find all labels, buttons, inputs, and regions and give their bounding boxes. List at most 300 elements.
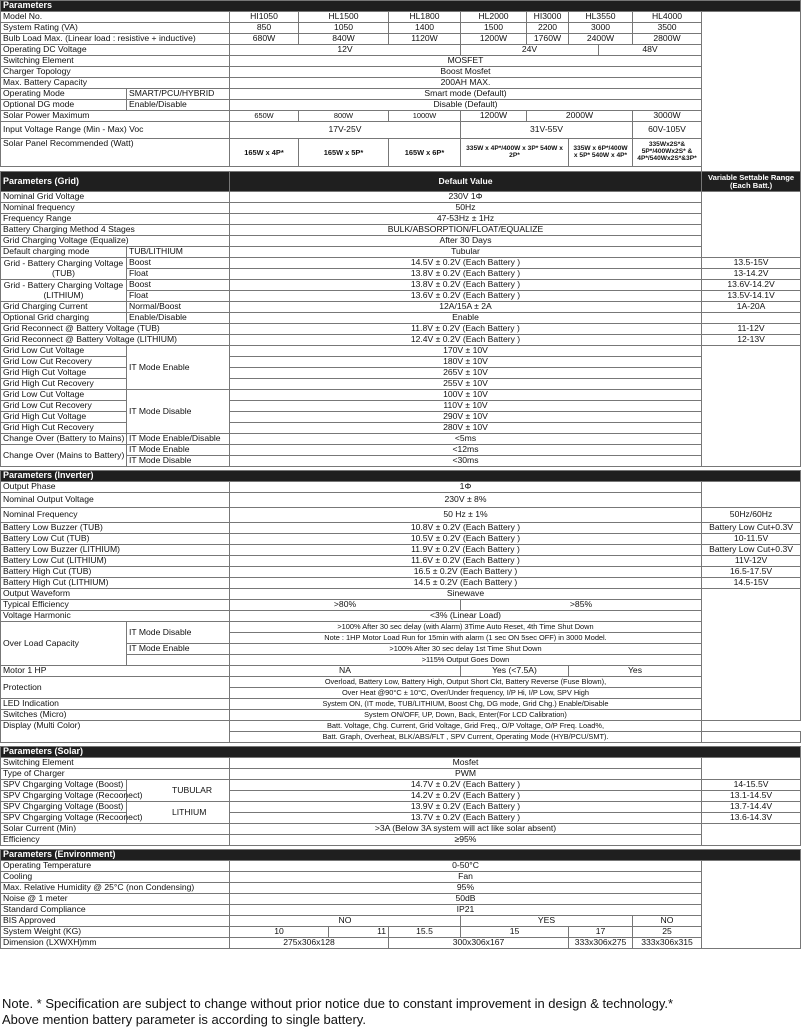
row — [1, 813, 801, 824]
row — [1, 335, 801, 346]
value-cell: 280V ± 10V — [230, 423, 702, 434]
value-cell: NO — [230, 916, 461, 927]
row-sublabel: TUB/LITHIUM — [127, 247, 230, 258]
value-cell: 165W x 6P* — [389, 139, 461, 167]
value-cell: 15.5 — [389, 927, 461, 938]
row-label: Battery Low Cut (TUB) — [1, 534, 230, 545]
row — [1, 236, 801, 247]
row — [1, 677, 801, 688]
row-label: BIS Approved — [1, 916, 230, 927]
row-operating-mode — [1, 89, 801, 100]
column-header: Variable Settable Range (Each Batt.) — [702, 172, 801, 192]
value-cell: BULK/ABSORPTION/FLOAT/EQUALIZE — [230, 225, 702, 236]
value-cell: 13.8V ± 0.2V (Each Battery ) — [230, 269, 702, 280]
row-sublabel: IT Mode Disable — [127, 390, 230, 434]
row-sublabel: LITHIUM — [127, 802, 230, 824]
row-label: LED Indication — [1, 699, 230, 710]
row-label: Battery Low Buzzer (TUB) — [1, 523, 230, 534]
value-cell: 1000W — [389, 111, 461, 122]
value-cell: 335Wx2S*& 5P*/400Wx2S* & 4P*/540Wx2S*&3P* — [633, 139, 702, 167]
value-cell: 50 Hz ± 1% — [230, 508, 702, 523]
value-cell: Boost Mosfet — [230, 67, 702, 78]
row-label: Grid Charging Current — [1, 302, 127, 313]
value-cell: >100% After 30 sec delay (with Alarm) 3Time Auto Reset, 4th Time Shut Down — [230, 622, 702, 633]
row — [1, 493, 801, 508]
value-cell: Note : 1HP Motor Load Run for 15min with alarm (1 sec ON 5sec OFF) in 3000 Model. — [230, 633, 702, 644]
row — [1, 916, 801, 927]
row-label: Battery High Cut (LITHIUM) — [1, 578, 230, 589]
section-title: Parameters (Solar) — [1, 747, 801, 758]
range-cell: 13.6-14.3V — [702, 813, 801, 824]
value-cell: 290V ± 10V — [230, 412, 702, 423]
range-cell: 12-13V — [702, 335, 801, 346]
value-cell: 840W — [299, 34, 389, 45]
row-label: Grid Charging Voltage (Equalize) — [1, 236, 230, 247]
value-cell: 24V — [461, 45, 599, 56]
row — [1, 600, 801, 611]
row — [1, 769, 801, 780]
value-cell: 230V 1Φ — [230, 192, 702, 203]
value-cell: 11.6V ± 0.2V (Each Battery ) — [230, 556, 702, 567]
value-cell: <12ms — [230, 445, 702, 456]
row — [1, 203, 801, 214]
value-cell: 12.4V ± 0.2V (Each Battery ) — [230, 335, 702, 346]
row-label: Display (Multi Color) — [1, 721, 230, 743]
row — [1, 578, 801, 589]
section-header-inverter — [1, 471, 801, 482]
row — [1, 545, 801, 556]
section-title: Parameters (Grid) — [1, 172, 230, 192]
row-label: Solar Power Maximum — [1, 111, 230, 122]
value-cell: Disable (Default) — [230, 100, 702, 111]
value-cell: 1050 — [299, 23, 389, 34]
value-cell: 25 — [633, 927, 702, 938]
value-cell: 16.5 ± 0.2V (Each Battery ) — [230, 567, 702, 578]
row-label: Output Phase — [1, 482, 230, 493]
value-cell: 850 — [230, 23, 299, 34]
value-cell: 13.6V ± 0.2V (Each Battery ) — [230, 291, 702, 302]
row-label: Grid - Battery Charging Voltage (LITHIUM) — [1, 280, 127, 302]
value-cell: 13.8V ± 0.2V (Each Battery ) — [230, 280, 702, 291]
row-label: Switching Element — [1, 56, 230, 67]
blank-cell — [127, 655, 230, 666]
column-header: Default Value — [230, 172, 702, 192]
row-label: SPV Chgarging Voltage (Boost) — [1, 802, 127, 813]
row — [1, 412, 801, 423]
range-cell: 11-12V — [702, 324, 801, 335]
blank-range-cell — [702, 192, 801, 258]
row — [1, 666, 801, 677]
row-label: Grid High Cut Recovery — [1, 423, 127, 434]
row-label: SPV Chgarging Voltage (Boost) — [1, 780, 127, 791]
row — [1, 938, 801, 949]
value-cell: Batt. Graph, Overheat, BLK/ABS/FLT , SPV Current, Operating Mode (HYB/PCU/SMT). — [230, 732, 702, 743]
footnote — [2, 996, 673, 1027]
value-cell: 110V ± 10V — [230, 401, 702, 412]
value-cell: 17V-25V — [230, 122, 461, 139]
row-label: System Weight (KG) — [1, 927, 230, 938]
value-cell: 335W x 4P*/400W x 3P* 540W x 2P* — [461, 139, 569, 167]
value-cell: IP21 — [230, 905, 702, 916]
row-sublabel: Boost — [127, 280, 230, 291]
row — [1, 567, 801, 578]
blank-range-cell — [702, 824, 801, 846]
value-cell: >3A (Below 3A system will act like solar absent) — [230, 824, 702, 835]
row — [1, 758, 801, 769]
section-header-environment — [1, 850, 801, 861]
value-cell: 180V ± 10V — [230, 357, 702, 368]
row-charger-topology — [1, 67, 801, 78]
value-cell: 31V-55V — [461, 122, 633, 139]
row-label: Change Over (Battery to Mains) — [1, 434, 127, 445]
value-cell: MOSFET — [230, 56, 702, 67]
value-cell: 275x306x128 — [230, 938, 389, 949]
blank-range-cell — [702, 589, 801, 721]
row-label: Switching Element — [1, 758, 230, 769]
value-cell: Fan — [230, 872, 702, 883]
value-cell: 11.8V ± 0.2V (Each Battery ) — [230, 324, 702, 335]
model-cell: HL1500 — [299, 12, 389, 23]
row — [1, 313, 801, 324]
value-cell: 10 — [230, 927, 329, 938]
row-sublabel: Float — [127, 291, 230, 302]
row — [1, 883, 801, 894]
value-cell: 11.9V ± 0.2V (Each Battery ) — [230, 545, 702, 556]
range-cell: 13.1-14.5V — [702, 791, 801, 802]
value-cell: 17 — [569, 927, 633, 938]
row-label: Operating Mode — [1, 89, 127, 100]
row-label: Type of Charger — [1, 769, 230, 780]
row — [1, 390, 801, 401]
value-cell: 2200 — [527, 23, 569, 34]
value-cell: NA — [230, 666, 461, 677]
value-cell: Tubular — [230, 247, 702, 258]
row-label: Typical Efficiency — [1, 600, 230, 611]
value-cell: 680W — [230, 34, 299, 45]
row — [1, 379, 801, 390]
value-cell: 10.8V ± 0.2V (Each Battery ) — [230, 523, 702, 534]
range-cell: 13.5V-14.1V — [702, 291, 801, 302]
value-cell: 3500 — [633, 23, 702, 34]
row-model-no — [1, 12, 801, 23]
value-cell: 2000W — [527, 111, 633, 122]
row — [1, 894, 801, 905]
value-cell: 12V — [230, 45, 461, 56]
row-sublabel: Enable/Disable — [127, 313, 230, 324]
row — [1, 791, 801, 802]
row-solar-panel — [1, 139, 801, 167]
value-cell: 50Hz — [230, 203, 702, 214]
row-label: Grid Reconnect @ Battery Voltage (TUB) — [1, 324, 230, 335]
row-label: Grid Low Cut Recovery — [1, 357, 127, 368]
row-label: Optional DG mode — [1, 100, 127, 111]
row-label: Grid Reconnect @ Battery Voltage (LITHIUM) — [1, 335, 230, 346]
value-cell: ≥95% — [230, 835, 702, 846]
row-label: Grid High Cut Voltage — [1, 368, 127, 379]
footnote-line: Note. * Specification are subject to change without prior notice due to constant improvement in design & technology.* — [2, 996, 674, 1011]
value-cell: 300x306x167 — [389, 938, 569, 949]
value-cell: 13.9V ± 0.2V (Each Battery ) — [230, 802, 702, 813]
value-cell: 335W x 6P*/400W x 5P* 540W x 4P* — [569, 139, 633, 167]
row — [1, 523, 801, 534]
range-cell: 13.7-14.4V — [702, 802, 801, 813]
row-label: Efficiency — [1, 835, 230, 846]
row — [1, 445, 801, 456]
value-cell: Batt. Voltage, Chg. Current, Grid Voltage, Grid Freq., O/P Voltage, O/P Freq. Load%, — [230, 721, 702, 732]
blank-range-cell — [702, 346, 801, 467]
blank-range-cell — [702, 861, 801, 949]
value-cell: 1Φ — [230, 482, 702, 493]
value-cell: 3000W — [633, 111, 702, 122]
value-cell: 14.7V ± 0.2V (Each Battery ) — [230, 780, 702, 791]
value-cell: 0-50°C — [230, 861, 702, 872]
row-label: Nominal frequency — [1, 203, 230, 214]
range-cell: 13.6V-14.2V — [702, 280, 801, 291]
row-label: Bulb Load Max. (Linear load : resistive + inductive) — [1, 34, 230, 45]
row-solar-power — [1, 111, 801, 122]
range-cell: 14-15.5V — [702, 780, 801, 791]
footnote-line: Above mention battery parameter is according to single battery. — [2, 1011, 366, 1027]
section-header-solar — [1, 747, 801, 758]
range-cell: Battery Low Cut+0.3V — [702, 523, 801, 534]
row-label: Switches (Micro) — [1, 710, 230, 721]
row — [1, 434, 801, 445]
row-label: Battery Low Buzzer (LITHIUM) — [1, 545, 230, 556]
row — [1, 357, 801, 368]
value-cell: Yes (<7.5A) — [461, 666, 569, 677]
row — [1, 225, 801, 236]
row-sublabel: Enable/Disable — [127, 100, 230, 111]
row-sublabel: IT Mode Enable — [127, 346, 230, 390]
row — [1, 872, 801, 883]
section-header-grid — [1, 172, 801, 192]
range-cell: 16.5-17.5V — [702, 567, 801, 578]
model-cell: HI1050 — [230, 12, 299, 23]
model-cell: HL1800 — [389, 12, 461, 23]
value-cell: System ON, (IT mode, TUB/LITHIUM, Boost Chg, DG mode, Grid Chg.) Enable/Disable — [230, 699, 702, 710]
blank-range-cell — [702, 482, 801, 508]
model-cell: HL2000 — [461, 12, 527, 23]
value-cell: YES — [461, 916, 633, 927]
row — [1, 508, 801, 523]
value-cell: <5ms — [230, 434, 702, 445]
value-cell: 800W — [299, 111, 389, 122]
value-cell: After 30 Days — [230, 236, 702, 247]
value-cell: 13.7V ± 0.2V (Each Battery ) — [230, 813, 702, 824]
value-cell: 60V-105V — [633, 122, 702, 139]
value-cell: 14.5 ± 0.2V (Each Battery ) — [230, 578, 702, 589]
row-label: Max. Battery Capacity — [1, 78, 230, 89]
row — [1, 721, 801, 732]
row-label: SPV Chgarging Voltage (Recoonect) — [1, 791, 127, 802]
range-cell: 14.5-15V — [702, 578, 801, 589]
section-title: Parameters (Environment) — [1, 850, 801, 861]
row-sublabel: SMART/PCU/HYBRID — [127, 89, 230, 100]
row-battery-capacity — [1, 78, 801, 89]
value-cell: 1500 — [461, 23, 527, 34]
row-sublabel: IT Mode Enable/Disable — [127, 434, 230, 445]
row-label: Grid - Battery Charging Voltage (TUB) — [1, 258, 127, 280]
section-header-parameters — [1, 1, 801, 12]
row-label: Grid Low Cut Recovery — [1, 401, 127, 412]
blank-range-cell — [702, 732, 801, 743]
range-cell: 10-11.5V — [702, 534, 801, 545]
blank-range-cell — [702, 313, 801, 324]
row-label: Input Voltage Range (Min - Max) Voc — [1, 122, 230, 139]
row — [1, 401, 801, 412]
value-cell: Over Heat @90°C ± 10°C, Over/Under frequency, I/P Hi, I/P Low, SPV High — [230, 688, 702, 699]
value-cell: 333x306x275 — [569, 938, 633, 949]
value-cell: 47-53Hz ± 1Hz — [230, 214, 702, 225]
row-label: Dimension (LXWXH)mm — [1, 938, 230, 949]
value-cell: 265V ± 10V — [230, 368, 702, 379]
row — [1, 927, 801, 938]
row-sublabel: IT Mode Disable — [127, 622, 230, 644]
row — [1, 214, 801, 225]
row-sublabel: IT Mode Enable — [127, 644, 230, 655]
value-cell: 2800W — [633, 34, 702, 45]
value-cell: PWM — [230, 769, 702, 780]
value-cell: 11 — [329, 927, 389, 938]
value-cell: 2400W — [569, 34, 633, 45]
row — [1, 302, 801, 313]
row-label: Change Over (Mains to Battery) — [1, 445, 127, 467]
range-cell: 13-14.2V — [702, 269, 801, 280]
row-label: Battery Low Cut (LITHIUM) — [1, 556, 230, 567]
row-label: Protection — [1, 677, 230, 699]
row — [1, 192, 801, 203]
value-cell: System ON/OFF, UP, Down, Back, Enter(For LCD Calibration) — [230, 710, 702, 721]
value-cell: >100% After 30 sec delay 1st Time Shut Down — [230, 644, 702, 655]
row — [1, 622, 801, 633]
row-label: Operating DC Voltage — [1, 45, 230, 56]
row — [1, 611, 801, 622]
row-label: Voltage Harmonic — [1, 611, 230, 622]
row-label: Output Waveform — [1, 589, 230, 600]
row — [1, 534, 801, 545]
row-label: Over Load Capacity — [1, 622, 127, 666]
value-cell: >85% — [461, 600, 702, 611]
value-cell: 12A/15A ± 2A — [230, 302, 702, 313]
row-bulb-load — [1, 34, 801, 45]
row-label: Operating Temperature — [1, 861, 230, 872]
row — [1, 699, 801, 710]
value-cell: Mosfet — [230, 758, 702, 769]
value-cell: 15 — [461, 927, 569, 938]
value-cell: 230V ± 8% — [230, 493, 702, 508]
value-cell: <3% (Linear Load) — [230, 611, 702, 622]
value-cell: 1760W — [527, 34, 569, 45]
value-cell: Sinewave — [230, 589, 702, 600]
value-cell: 1120W — [389, 34, 461, 45]
row-label: Solar Current (Min) — [1, 824, 230, 835]
range-cell: 50Hz/60Hz — [702, 508, 801, 523]
row-label: Standard Compliance — [1, 905, 230, 916]
row-sublabel: IT Mode Enable — [127, 445, 230, 456]
row-sublabel: Boost — [127, 258, 230, 269]
row-label: Grid High Cut Recovery — [1, 379, 127, 390]
value-cell: Smart mode (Default) — [230, 89, 702, 100]
row-sublabel: Normal/Boost — [127, 302, 230, 313]
row-system-rating — [1, 23, 801, 34]
row — [1, 482, 801, 493]
value-cell: Yes — [569, 666, 702, 677]
value-cell: 95% — [230, 883, 702, 894]
row — [1, 423, 801, 434]
value-cell: 255V ± 10V — [230, 379, 702, 390]
value-cell: 1200W — [461, 111, 527, 122]
value-cell: 3000 — [569, 23, 633, 34]
value-cell: 170V ± 10V — [230, 346, 702, 357]
row-label: System Rating (VA) — [1, 23, 230, 34]
model-cell: HI3000 — [527, 12, 569, 23]
row-label: Grid High Cut Voltage — [1, 412, 127, 423]
blank-range-cell — [702, 758, 801, 780]
model-cell: HL4000 — [633, 12, 702, 23]
row-label: Noise @ 1 meter — [1, 894, 230, 905]
row-label: Charger Topology — [1, 67, 230, 78]
row-label: Solar Panel Recommended (Watt) — [1, 139, 230, 167]
row-switching-element — [1, 56, 801, 67]
row — [1, 247, 801, 258]
row — [1, 710, 801, 721]
value-cell: NO — [633, 916, 702, 927]
row — [1, 824, 801, 835]
value-cell: 48V — [599, 45, 702, 56]
value-cell: 165W x 5P* — [299, 139, 389, 167]
row — [1, 324, 801, 335]
range-cell: Battery Low Cut+0.3V — [702, 545, 801, 556]
row — [1, 780, 801, 791]
row — [1, 368, 801, 379]
row-label: Nominal Grid Voltage — [1, 192, 230, 203]
row-label: Battery High Cut (TUB) — [1, 567, 230, 578]
row-label: Frequency Range — [1, 214, 230, 225]
row-label: Grid Low Cut Voltage — [1, 390, 127, 401]
row-dg-mode — [1, 100, 801, 111]
row-dc-voltage — [1, 45, 801, 56]
section-title: Parameters — [1, 1, 801, 12]
range-cell: 1A-20A — [702, 302, 801, 313]
value-cell: 650W — [230, 111, 299, 122]
row — [1, 835, 801, 846]
row-label: Motor 1 HP — [1, 666, 230, 677]
value-cell: Overload, Battery Low, Battery High, Output Short Ckt, Battery Reverse (Fuse Blown), — [230, 677, 702, 688]
value-cell: 14.5V ± 0.2V (Each Battery ) — [230, 258, 702, 269]
row — [1, 589, 801, 600]
row-label: Default charging mode — [1, 247, 127, 258]
value-cell: 14.2V ± 0.2V (Each Battery ) — [230, 791, 702, 802]
row-label: Cooling — [1, 872, 230, 883]
row-label: Battery Charging Method 4 Stages — [1, 225, 230, 236]
value-cell: 200AH MAX. — [230, 78, 702, 89]
row — [1, 346, 801, 357]
value-cell: >80% — [230, 600, 461, 611]
row — [1, 861, 801, 872]
value-cell: 50dB — [230, 894, 702, 905]
row — [1, 802, 801, 813]
row — [1, 905, 801, 916]
value-cell: >115% Output Goes Down — [230, 655, 702, 666]
row-sublabel: TUBULAR — [127, 780, 230, 802]
row-sublabel: Float — [127, 269, 230, 280]
range-cell: 11V-12V — [702, 556, 801, 567]
value-cell: <30ms — [230, 456, 702, 467]
value-cell: 10.5V ± 0.2V (Each Battery ) — [230, 534, 702, 545]
section-title: Parameters (Inverter) — [1, 471, 801, 482]
value-cell: 333x306x315 — [633, 938, 702, 949]
row-label: Nominal Frequency — [1, 508, 230, 523]
